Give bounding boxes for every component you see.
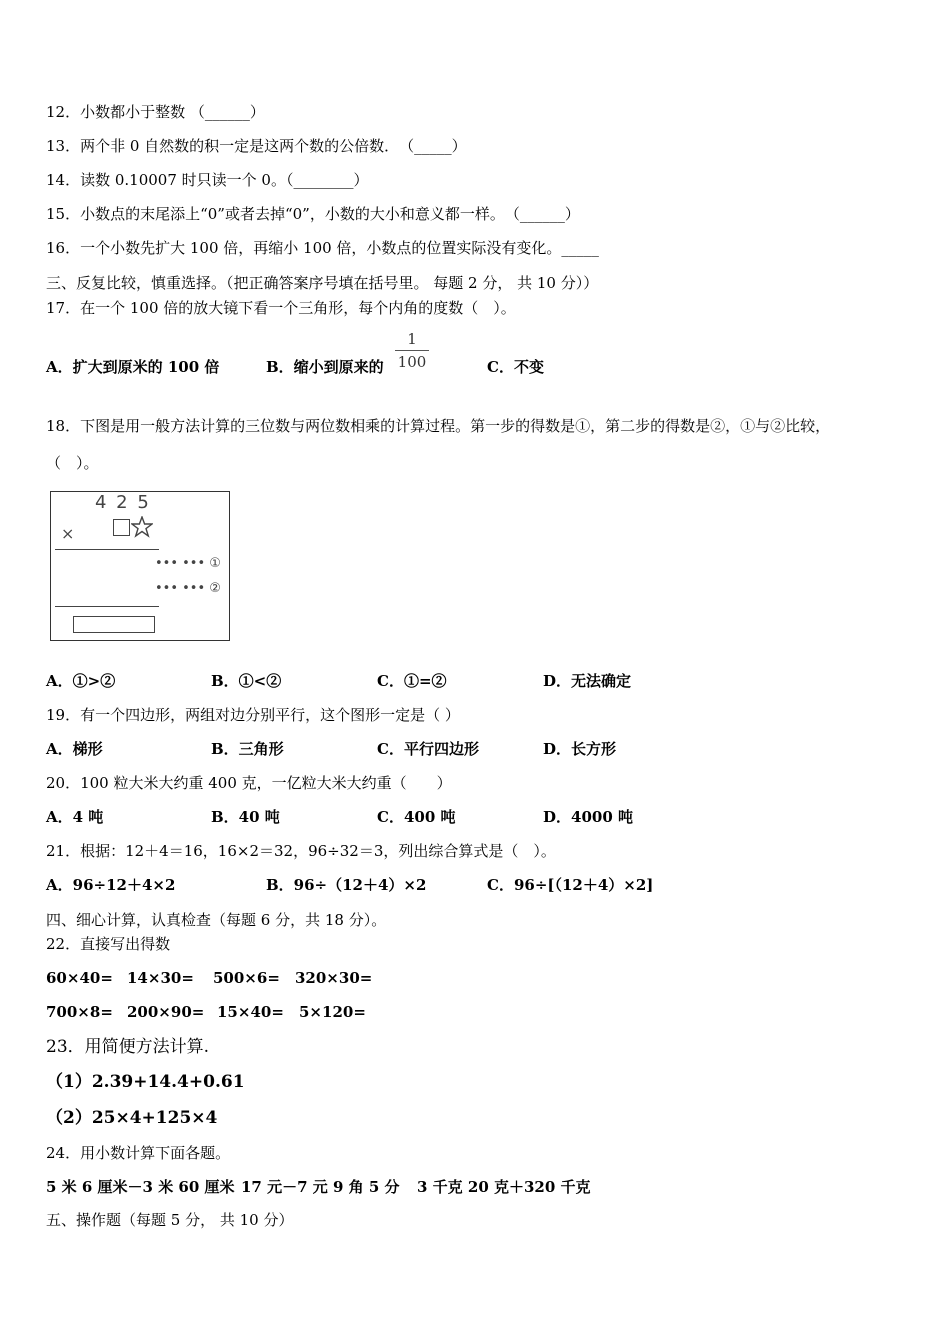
square-placeholder-icon: [113, 519, 130, 536]
question-12: 12．小数都小于整数 （______）: [46, 103, 265, 121]
question-14: 14．读数 0.10007 时只读一个 0。（________）: [46, 171, 369, 189]
q17-option-c: C．不变: [487, 358, 544, 376]
figure-rule-2: [55, 606, 159, 607]
fraction-denominator: 100: [397, 353, 427, 371]
q21-option-c: C．96÷[（12＋4）×2]: [487, 876, 654, 894]
section-3-heading: 三、反复比较，慎重选择。（把正确答案序号填在括号里。 每题 2 分， 共 10 分））: [46, 274, 599, 292]
question-18-blank: （ ）。: [46, 454, 99, 472]
question-19: 19．有一个四边形，两组对边分别平行，这个图形一定是（ ）: [46, 706, 460, 724]
question-21: 21．根据：12＋4＝16，16×2＝32，96÷32＝3，列出综合算式是（ ）。: [46, 842, 556, 860]
q22-item-5: 700×8=: [46, 1003, 113, 1021]
q22-item-8: 5×120=: [299, 1003, 366, 1021]
q22-item-2: 14×30=: [127, 969, 194, 987]
fraction-numerator: 1: [407, 330, 417, 348]
question-24: 24．用小数计算下面各题。: [46, 1144, 231, 1162]
q18-option-c: C．①=②: [377, 672, 447, 690]
question-23: 23．用简便方法计算.: [46, 1037, 210, 1057]
q20-option-b: B．40 吨: [211, 808, 280, 826]
q18-option-b: B．①<②: [211, 672, 282, 690]
q19-option-d: D．长方形: [543, 740, 617, 758]
q17-option-b: B．缩小到原来的: [266, 358, 384, 376]
q22-item-6: 200×90=: [127, 1003, 205, 1021]
figure-times-sign: ×: [61, 524, 75, 543]
q22-item-3: 500×6=: [213, 969, 280, 987]
question-20: 20．100 粒大米大约重 400 克，一亿粒大米大约重（ ）: [46, 774, 452, 792]
q18-option-d: D．无法确定: [543, 672, 632, 690]
question-13: 13．两个非 0 自然数的积一定是这两个数的公倍数． （_____）: [46, 137, 467, 155]
q22-item-4: 320×30=: [295, 969, 373, 987]
figure-rule-1: [55, 549, 159, 550]
q19-option-a: A．梯形: [46, 740, 103, 758]
question-15: 15．小数点的末尾添上“0”或者去掉“0”，小数的大小和意义都一样。 （______）: [46, 205, 580, 223]
q19-option-b: B．三角形: [211, 740, 284, 758]
q23-part-2: （2）25×4+125×4: [46, 1108, 218, 1128]
q21-option-a: A．96÷12＋4×2: [46, 876, 176, 894]
figure-result-box: [73, 616, 155, 633]
question-17: 17．在一个 100 倍的放大镜下看一个三角形，每个内角的度数（ ）。: [46, 299, 516, 317]
star-placeholder-icon: [131, 516, 153, 538]
section-4-heading: 四、细心计算，认真检查（每题 6 分，共 18 分）。: [46, 911, 387, 929]
figure-multiplicand: 4 2 5: [95, 492, 151, 513]
section-5-heading: 五、操作题（每题 5 分， 共 10 分）: [46, 1211, 294, 1229]
q22-item-7: 15×40=: [217, 1003, 284, 1021]
figure-partial-2: ••• ••• ②: [155, 581, 221, 596]
multiplication-figure: [50, 491, 230, 641]
q22-item-1: 60×40=: [46, 969, 113, 987]
q18-option-a: A．①>②: [46, 672, 116, 690]
figure-partial-1: ••• ••• ①: [155, 556, 221, 571]
question-18: 18．下图是用一般方法计算的三位数与两位数相乘的计算过程。第一步的得数是①，第二步的得数是②，①与②比较，: [46, 417, 831, 435]
q20-option-c: C．400 吨: [377, 808, 456, 826]
q24-item-1: 5 米 6 厘米－3 米 60 厘米: [46, 1178, 235, 1196]
q23-part-1: （1）2.39+14.4+0.61: [46, 1072, 245, 1092]
question-22: 22．直接写出得数: [46, 935, 171, 953]
fraction-one-hundredth: [395, 330, 429, 371]
fraction-bar: [395, 350, 429, 351]
q24-item-2: 17 元－7 元 9 角 5 分: [241, 1178, 400, 1196]
q17-option-a: A．扩大到原米的 100 倍: [46, 358, 220, 376]
q19-option-c: C．平行四边形: [377, 740, 479, 758]
q24-item-3: 3 千克 20 克＋320 千克: [417, 1178, 591, 1196]
q20-option-d: D．4000 吨: [543, 808, 633, 826]
q20-option-a: A．4 吨: [46, 808, 104, 826]
q21-option-b: B．96÷（12＋4）×2: [266, 876, 427, 894]
question-16: 16．一个小数先扩大 100 倍，再缩小 100 倍，小数点的位置实际没有变化。_____: [46, 239, 599, 257]
